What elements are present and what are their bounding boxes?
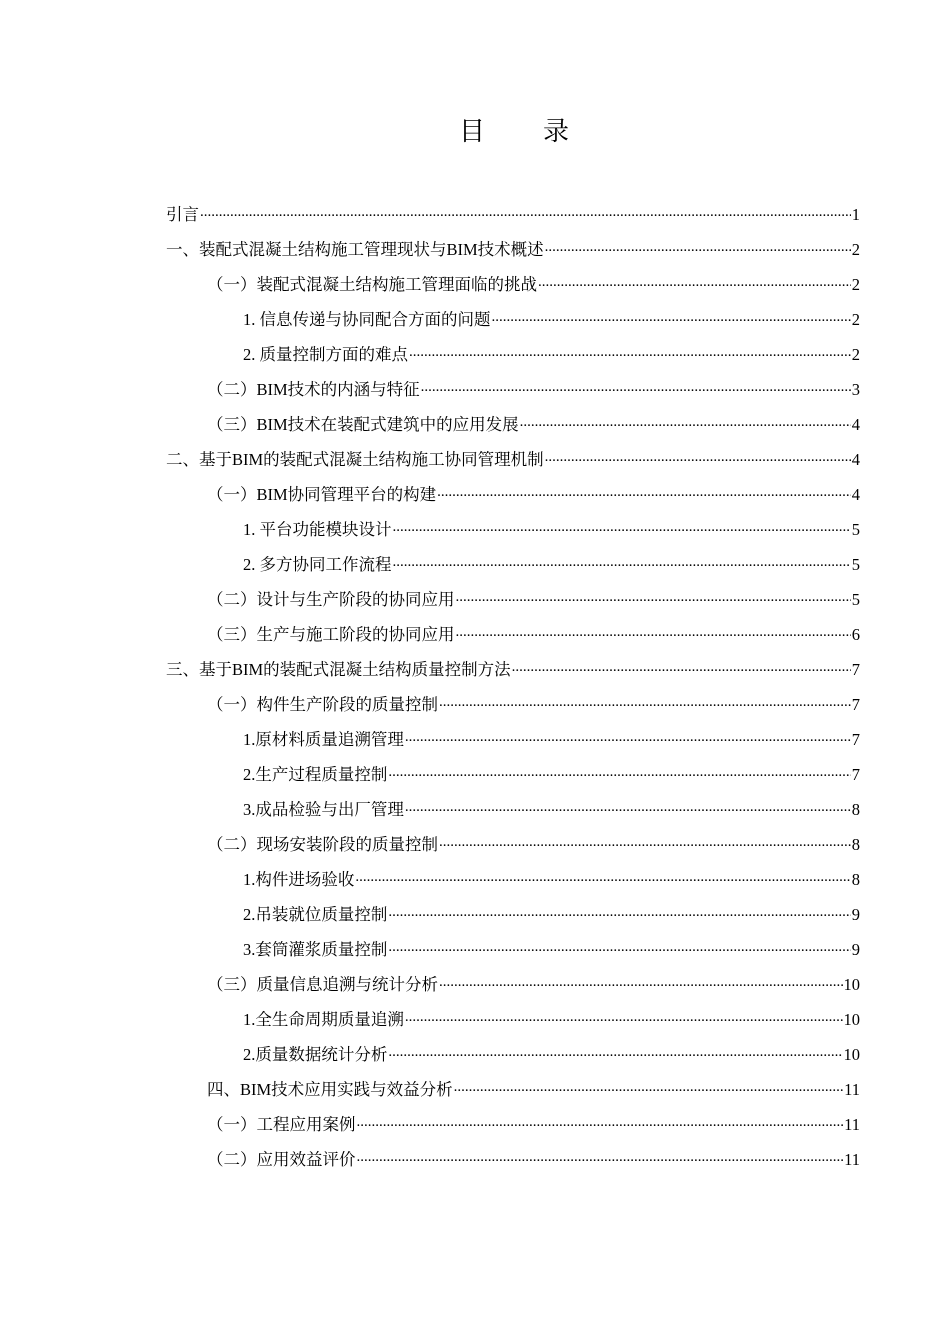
dot-leader: [421, 376, 851, 396]
toc-entry-page: 4: [851, 415, 860, 434]
toc-entry-page: 11: [844, 1080, 860, 1099]
dot-leader: [388, 761, 850, 781]
dot-leader: [456, 586, 851, 606]
toc-entry-page: 2: [851, 240, 860, 259]
toc-entry-label: （二）应用效益评价: [207, 1150, 356, 1169]
toc-entry[interactable]: [166, 435, 860, 470]
toc-entry-page: 11: [844, 1150, 860, 1169]
toc-entry-label: 四、BIM技术应用实践与效益分析: [207, 1080, 453, 1099]
toc-entry-page: 10: [843, 975, 860, 994]
toc-entry-label: 2.质量数据统计分析: [243, 1045, 388, 1064]
toc-entry-label: （三）生产与施工阶段的协同应用: [207, 625, 455, 644]
toc-entry[interactable]: [207, 470, 860, 505]
toc-entry-label: 二、基于BIM的装配式混凝土结构施工协同管理机制: [166, 450, 544, 469]
toc-entry[interactable]: [243, 995, 860, 1030]
dot-leader: [393, 516, 851, 536]
toc-entry[interactable]: [207, 960, 860, 995]
toc-entry-label: （三）质量信息追溯与统计分析: [207, 975, 438, 994]
dot-leader: [388, 1041, 842, 1061]
toc-entry[interactable]: [243, 330, 860, 365]
toc-entry[interactable]: [207, 1100, 860, 1135]
toc-entry[interactable]: [207, 820, 860, 855]
toc-entry[interactable]: [243, 925, 860, 960]
dot-leader: [437, 481, 851, 501]
toc-entry-label: 1.全生命周期质量追溯: [243, 1010, 404, 1029]
toc-entry[interactable]: [166, 225, 860, 260]
toc-entry-label: 3.成品检验与出厂管理: [243, 800, 404, 819]
toc-entry-label: 1.原材料质量追溯管理: [243, 730, 404, 749]
toc-entry[interactable]: [207, 575, 860, 610]
toc-entry-page: 11: [844, 1115, 860, 1134]
toc-entry-label: （二）设计与生产阶段的协同应用: [207, 590, 455, 609]
toc-entry-label: （三）BIM技术在装配式建筑中的应用发展: [207, 415, 519, 434]
toc-entry-page: 7: [851, 765, 860, 784]
toc-entry-page: 2: [851, 275, 860, 294]
toc-entry-page: 5: [851, 520, 860, 539]
title-part-2: 录: [543, 117, 570, 147]
toc-entry[interactable]: [243, 295, 860, 330]
toc-entry-page: 7: [851, 730, 860, 749]
toc-entry[interactable]: [243, 855, 860, 890]
dot-leader: [456, 621, 851, 641]
dot-leader: [439, 831, 851, 851]
toc-entry-page: 9: [851, 905, 860, 924]
toc-entry-label: （一）工程应用案例: [207, 1115, 356, 1134]
dot-leader: [355, 866, 850, 886]
toc-entry-page: 4: [851, 450, 860, 469]
dot-leader: [405, 1006, 843, 1026]
dot-leader: [405, 796, 851, 816]
toc-entry-label: （一）构件生产阶段的质量控制: [207, 695, 438, 714]
page-title: [0, 112, 950, 152]
dot-leader: [409, 341, 851, 361]
toc-entry[interactable]: [243, 540, 860, 575]
dot-leader: [439, 691, 851, 711]
toc-entry-label: （二）现场安装阶段的质量控制: [207, 835, 438, 854]
toc-entry-label: 2. 多方协同工作流程: [243, 555, 392, 574]
toc-entry-label: （一）装配式混凝土结构施工管理面临的挑战: [207, 275, 537, 294]
dot-leader: [357, 1111, 844, 1131]
toc-entry-page: 5: [851, 590, 860, 609]
toc-entry-label: 2.生产过程质量控制: [243, 765, 388, 784]
dot-leader: [357, 1146, 844, 1166]
toc-entry[interactable]: [243, 785, 860, 820]
toc-entry-label: （一）BIM协同管理平台的构建: [207, 485, 437, 504]
dot-leader: [520, 411, 851, 431]
toc-entry[interactable]: [207, 260, 860, 295]
toc-entry[interactable]: [207, 680, 860, 715]
toc-entry-page: 7: [851, 660, 860, 679]
dot-leader: [388, 936, 850, 956]
title-part-1: 目: [458, 117, 485, 147]
toc-entry[interactable]: [243, 505, 860, 540]
toc-entry-label: 2.吊装就位质量控制: [243, 905, 388, 924]
toc-entry-page: 4: [851, 485, 860, 504]
toc-entry-label: 3.套筒灌浆质量控制: [243, 940, 388, 959]
toc-entry-page: 3: [851, 380, 860, 399]
toc-entry-page: 6: [851, 625, 860, 644]
toc-entry[interactable]: [166, 645, 860, 680]
toc-entry-page: 8: [851, 835, 860, 854]
toc-entry-label: 一、装配式混凝土结构施工管理现状与BIM技术概述: [166, 240, 544, 259]
toc-entry-page: 5: [851, 555, 860, 574]
toc-entry-label: 1. 信息传递与协同配合方面的问题: [243, 310, 491, 329]
dot-leader: [405, 726, 851, 746]
toc-entry-page: 10: [843, 1045, 860, 1064]
dot-leader: [393, 551, 851, 571]
toc-entry-page: 2: [851, 345, 860, 364]
toc-entry-page: 8: [851, 800, 860, 819]
dot-leader: [200, 201, 851, 221]
toc-entry-page: 1: [851, 205, 860, 224]
dot-leader: [388, 901, 850, 921]
dot-leader: [512, 656, 851, 676]
toc-entry-page: 9: [851, 940, 860, 959]
toc-entry[interactable]: [166, 190, 860, 225]
toc-entry-label: 三、基于BIM的装配式混凝土结构质量控制方法: [166, 660, 511, 679]
toc-entry-label: 1.构件进场验收: [243, 870, 355, 889]
toc-entry[interactable]: [207, 610, 860, 645]
toc-entry[interactable]: [243, 715, 860, 750]
toc-entry-label: （二）BIM技术的内涵与特征: [207, 380, 420, 399]
toc-entry[interactable]: [243, 890, 860, 925]
toc-entry[interactable]: [243, 750, 860, 785]
dot-leader: [454, 1076, 843, 1096]
dot-leader: [545, 236, 851, 256]
toc-entry-label: 引言: [166, 205, 199, 224]
dot-leader: [492, 306, 851, 326]
dot-leader: [545, 446, 851, 466]
dot-leader: [538, 271, 851, 291]
toc-entry-page: 10: [843, 1010, 860, 1029]
toc-entry-page: 7: [851, 695, 860, 714]
toc-entry-page: 8: [851, 870, 860, 889]
toc-entry[interactable]: [207, 400, 860, 435]
toc-entry[interactable]: [207, 1065, 860, 1100]
toc-entry-label: 2. 质量控制方面的难点: [243, 345, 408, 364]
toc-entry[interactable]: [207, 365, 860, 400]
toc-entry[interactable]: [207, 1135, 860, 1170]
toc-entry-page: 2: [851, 310, 860, 329]
toc-entry[interactable]: [243, 1030, 860, 1065]
toc-entry-label: 1. 平台功能模块设计: [243, 520, 392, 539]
dot-leader: [439, 971, 843, 991]
